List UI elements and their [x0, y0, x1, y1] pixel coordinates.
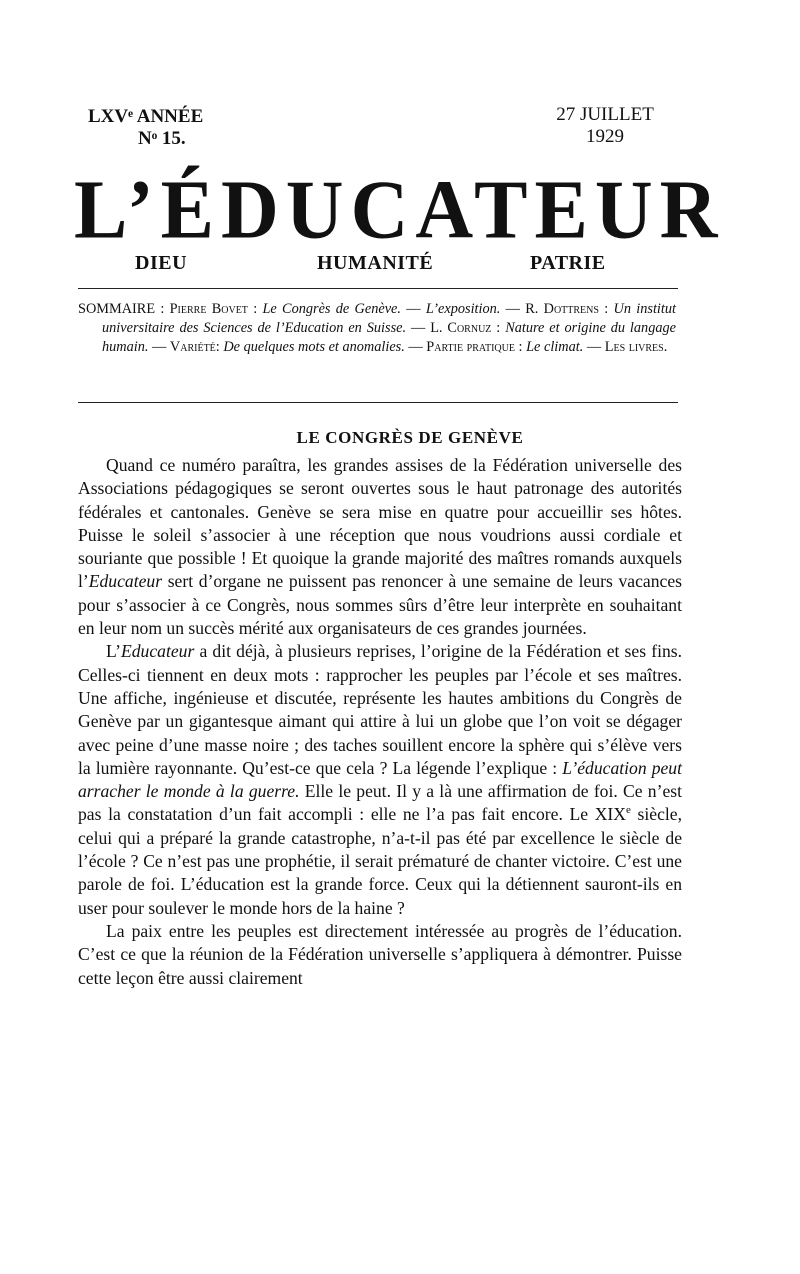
article-body — [78, 454, 682, 990]
paragraph — [78, 454, 682, 640]
issue-volume — [88, 106, 203, 150]
summary-label: SOMMAIRE : — [78, 301, 165, 317]
volume-year: LXVᵉ ANNÉE — [88, 106, 204, 127]
century-superscript: e — [625, 804, 631, 817]
summary-entry: L’exposition. — [425, 301, 501, 317]
paragraph-text: Quand ce numéro paraîtra, les grandes assises de la Fédération universelle des Associations pédagogiques se seront ouvertes sous le haut patronage des autorités fédérales et cantonales. Genève se sera mise en quatre pour accueillir ses hôtes. Puisse le soleil s’associer à une réception que nous voudrions aussi cordiale et souriante que possible ! Et quoique la grande majorité des maîtres romands auxquels l’ — [78, 455, 682, 592]
poster-legend-italic: L’éducation peut arracher le monde à la guerre. — [78, 757, 682, 802]
divider-top — [78, 288, 678, 289]
paragraph-text: a dit déjà, à plusieurs reprises, l’origine de la Fédération et ses fins. Celles-ci tiennent en deux mots : rapprocher les peuples par l’école et ses maîtres. Une affiche, ingénieuse et discutée, représente les hautes ambitions du Congrès de Genève par un gigantesque aimant qui attire à lui un globe que l’on voit se dégager avec peine d’une masse noire ; des taches souillent encore la sphère qui s’élève vers la lumière rayonnante. Qu’est-ce que cela ? La légende l’explique : — [78, 641, 682, 778]
summary-entry: De quelques mots et anomalies. — [223, 339, 405, 356]
summary-separator: — — [152, 339, 167, 356]
issue-date-day: 27 JUILLET — [556, 104, 654, 125]
paragraph-text: Elle le peut. Il y a là une affirmation de foi. Ce n’est pas la constatation d’un fait accompli : elle ne l’a pas fait encore. Le XIX — [78, 781, 682, 825]
paragraph — [78, 920, 682, 990]
summary-entry: Le climat. — [526, 339, 584, 356]
summary-entry: Nature et origine du langage humain. — [102, 320, 676, 356]
summary-separator: — — [408, 339, 423, 356]
paragraph-text: siècle, celui qui a préparé la grande catastrophe, n’a-t-il pas été par excellence le siècle de l’école ? Ce n’est pas une prophétie, il serait prématuré de chanter victoire. C’est une parole de foi. L’éducation est la grande force. Ceux qui la détiennent sauront-ils en user pour soulever le monde hors de la haine ? — [78, 804, 682, 918]
table-of-contents — [78, 300, 676, 358]
divider-bottom — [78, 402, 678, 403]
journal-name-italic: Educateur — [88, 571, 163, 592]
summary-separator: — — [410, 320, 426, 337]
issue-date-year: 1929 — [586, 126, 624, 147]
motto-word: DIEU — [135, 252, 188, 274]
journal-name-italic: Educateur — [121, 641, 195, 662]
paragraph — [78, 640, 682, 920]
summary-author: Partie pratique : — [426, 339, 523, 356]
motto-word: PATRIE — [530, 252, 606, 274]
paragraph-text: La paix entre les peuples est directement intéressée au progrès de l’éducation. C’est ce que la réunion de la Fédération universelle s’appliquera à démontrer. Puisse cette leçon être aussi clairement — [78, 920, 682, 988]
issue-date — [540, 104, 670, 148]
motto-word: HUMANITÉ — [317, 252, 434, 274]
article-title: LE CONGRÈS DE GENÈVE — [296, 428, 524, 447]
summary-entry: Le Congrès de Genève. — [262, 301, 401, 317]
summary-separator: — — [406, 301, 421, 317]
paragraph-text: sert d’organe ne puissent pas renoncer à une semaine de leurs vacances pour s’associer à ce Congrès, nous sommes sûrs d’être leur interprète en souhaitant en leur nom un succès mérité aux organisateurs de ces grandes journées. — [78, 571, 682, 639]
summary-author: Pierre Bovet : — [169, 301, 258, 317]
summary-separator: — — [586, 339, 602, 356]
summary-author: L. Cornuz : — [430, 320, 501, 337]
journal-title: L’ÉDUCATEUR — [74, 163, 725, 257]
issue-number: Nᵒ 15. — [138, 128, 186, 149]
summary-author: Les livres. — [604, 339, 668, 356]
summary-author: R. Dottrens : — [525, 301, 609, 317]
summary-separator: — — [505, 301, 520, 317]
summary-entry: Un institut universitaire des Sciences de l’Education en Suisse. — [102, 301, 676, 337]
paragraph-text: L’ — [106, 641, 121, 662]
summary-author: Variété: — [169, 339, 220, 356]
